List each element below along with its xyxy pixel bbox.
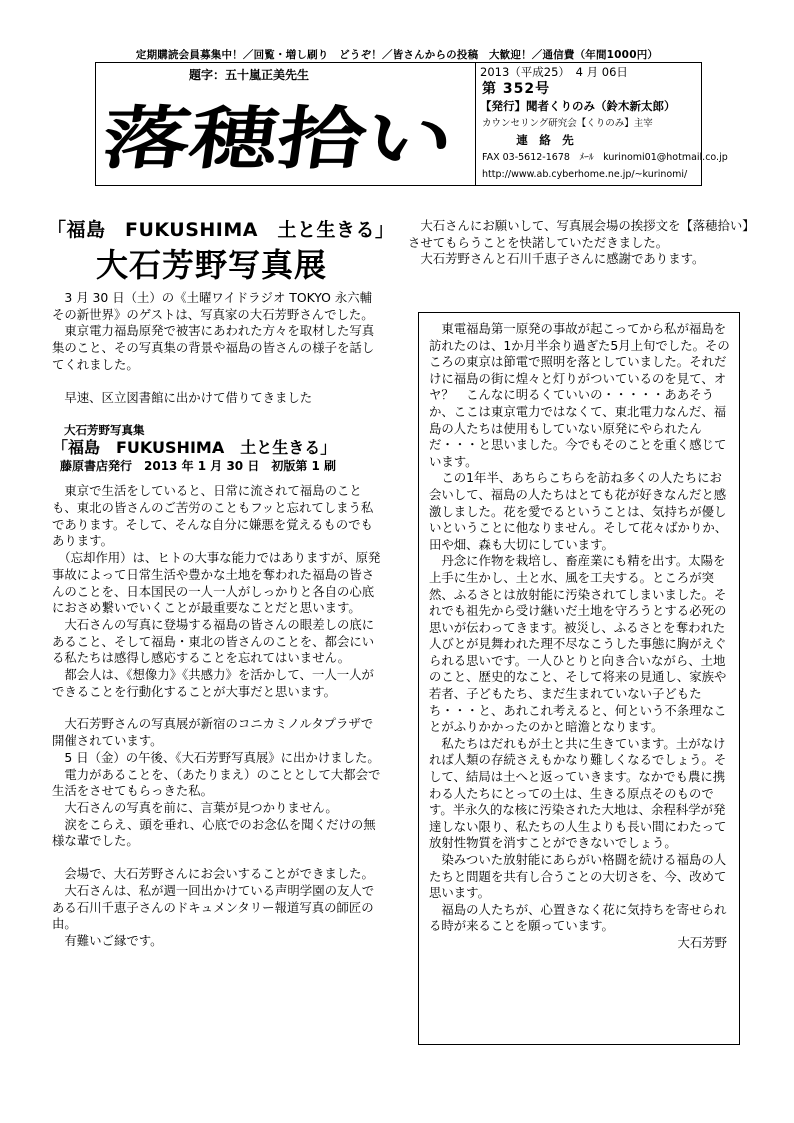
organization: カウンセリング研究会【くりのみ】主宰 [482, 118, 653, 129]
brush-logo-svg [105, 96, 465, 176]
masthead-info [480, 64, 728, 183]
paragraph: （忘却作用）は、ヒトの大事な能力ではありますが、原発事故によって日常生活や豊かな土地を奪われた福島の皆さんのことを、日本国民の一人一人がしっかりと各自の心底におさめ繋いでいくことが最重要なことだと思います。 [52, 550, 381, 616]
exhibition-title: 大石芳野写真展 [96, 246, 328, 284]
left-column [52, 290, 384, 950]
paragraph: 大石さんの写真を前に、言葉が見つかりません。 [52, 799, 338, 815]
paragraph: 私たちはだれもが土と共に生きています。土がなければ人類の存続さえもかなり難しくなるでしょう。そして、結局は土へと返っていきます。なかでも農に携わる人たちにとっての土は、生きる原点そのものです。半永久的な核に汚染された大地は、余程科学が発達しない限り、私たちの人生よりも長い間にわたって放射性物質を消すことができないでしょう。 [429, 735, 727, 851]
paragraph: 東京電力福島原発で被害にあわれた方々を取材した写真集のこと、その写真集の背景や福島の皆さんの様子を話してくれました。 [52, 323, 375, 372]
issue-number: 第 352号 [482, 81, 551, 97]
article-title: 「福島 FUKUSHIMA 土と生きる」 [47, 219, 395, 241]
paragraph: この1年半、あちらこちらを訪ね多くの人たちにお会いして、福島の人たちはとても花が好きなんだと感激しました。花を愛でるということは、気持ちが優しいということに他なりません。そして花々ばかりか、田や畑、森も大切にしています。 [429, 470, 728, 552]
paragraph: 電力があることを、（あたりまえ）のこととして大都会で生活をさせてもらっきた私。 [52, 766, 381, 799]
paragraph: 大石芳野さんの写真展が新宿のコニカミノルタプラザで開催されています。 [52, 716, 374, 749]
paragraph: 会場で、大石芳野さんにお会いすることができました。 [52, 866, 374, 882]
publisher: 【発行】聞者くりのみ（鈴木新太郎） [480, 99, 676, 113]
website-url: http://www.ab.cyberhome.ne.jp/~kurinomi/ [482, 169, 688, 180]
logo-lettering: 落穂拾い [105, 99, 381, 176]
fax-email: FAX 03-5612-1678 ﾒｰﾙ kurinomi01@hotmail.co.jp [482, 152, 728, 163]
paragraph: 涙をこらえ、頭を垂れ、心底でのお念仏を聞くだけの無様な輩でした。 [52, 816, 376, 849]
right-column-intro [408, 218, 753, 268]
paragraph: 都会人は、《想像力》《共感力》を活かして、一人一人ができることを行動化することが大事だと思います。 [52, 667, 374, 699]
book-label: 大石芳野写真集 [64, 423, 145, 438]
paragraph: 5 日（金）の午後、《大石芳野写真展》に出かけました。 [52, 749, 380, 765]
book-publication: 藤原書店発行 2013 年 1 月 30 日 初版第 1 刷 [60, 458, 337, 473]
paragraph: 福島の人たちが、心置きなく花に気持ちを寄せられる時が来ることを願っています。 [429, 901, 727, 934]
contact-label: 連 絡 先 [516, 133, 574, 147]
paragraph: 大石さんは、私が週一回出かけている声明学園の友人である石川千恵子さんのドキュメンタリー報道写真の師匠の由。 [52, 882, 375, 932]
paragraph: 大石さんにお願いして、写真展会場の挨拶文を【落穂拾い】させてもらうことを快諾していただきました。 [408, 218, 749, 250]
paragraph: 3 月 30 日（土）の《土曜ワイドラジオ TOKYO 永六輔その新世界》のゲストは、写真家の大石芳野さんでした。 [52, 290, 374, 322]
subscription-notice: 定期購読会員募集中！／回覧・増し刷り どうぞ！／皆さんからの投稿 大歓迎！／通信費（年間1000円） [135, 49, 659, 61]
calligraphy-credit: 題字：五十嵐正美先生 [189, 68, 310, 82]
issue-date: 2013（平成25） 4 月 06日 [480, 65, 628, 79]
paragraph: 早速、区立図書館に出かけて借りてきました [52, 389, 313, 405]
exhibition-greeting-box [418, 312, 740, 1045]
book-title: 「福島 FUKUSHIMA 土と生きる」 [52, 437, 337, 457]
paragraph: 大石さんの写真に登場する福島の皆さんの眼差しの底にあること、そして福島・東北の皆さんのことを、都会にいる私たちは感得し感応することを忘れてはいません。 [52, 616, 375, 666]
paragraph: 丹念に作物を栽培し、畜産業にも精を出す。太陽を上手に生かし、土と水、風を工夫する。ところが突然、ふるさとは放射能に汚染されてしまいました。それでも祖先から受け継いだ土地を守ろうとする必死の思いが伝わってきます。被災し、ふるさとを奪われた人びとが見舞われた理不尽なこうした事態に胸がえぐられる思いです。一人ひとりと向き合いながら、土地のこと、歴史的なこと、そして将来の見通し、家族や若者、子どもたち、まだ生まれていない子どもたち・・・と、あれこれ考えると、何という不条理なことがふりかかったのかと暗澹となります。 [429, 553, 727, 735]
masthead-divider [475, 62, 476, 186]
paragraph: 東電福島第一原発の事故が起こってから私が福島を訪れたのは、1か月半余り過ぎた5月上旬でした。そのころの東京は節電で照明を落としていました。それだけに福島の街に煌々と灯りがついているのを見て、オヤ？ こんなに明るくていいの・・・・・ああそうか、ここは東京電力ではなくて、東北電力なんだ、福島の人たちは使用もしていない原発にやられたんだ・・・と思いました。今でもそのことを重く感じています。 [429, 321, 730, 469]
paragraph: 大石芳野さんと石川千恵子さんに感謝であります。 [408, 251, 705, 267]
paragraph: 有難いご縁です。 [52, 932, 163, 948]
paragraph: 東京で生活をしていると、日常に流されて福島のことも、東北の皆さんのご苦労のこともフッと忘れてしまう私であります。そして、そんな自分に嫌悪を覚えるものでもあります。 [52, 483, 374, 549]
signature: 大石芳野 [677, 934, 727, 950]
paragraph: 染みついた放射能にあらがい格闘を続ける福島の人たちと問題を共有し合うことの大切さを、今、改めて思います。 [429, 852, 727, 901]
masthead-logo [105, 96, 465, 176]
